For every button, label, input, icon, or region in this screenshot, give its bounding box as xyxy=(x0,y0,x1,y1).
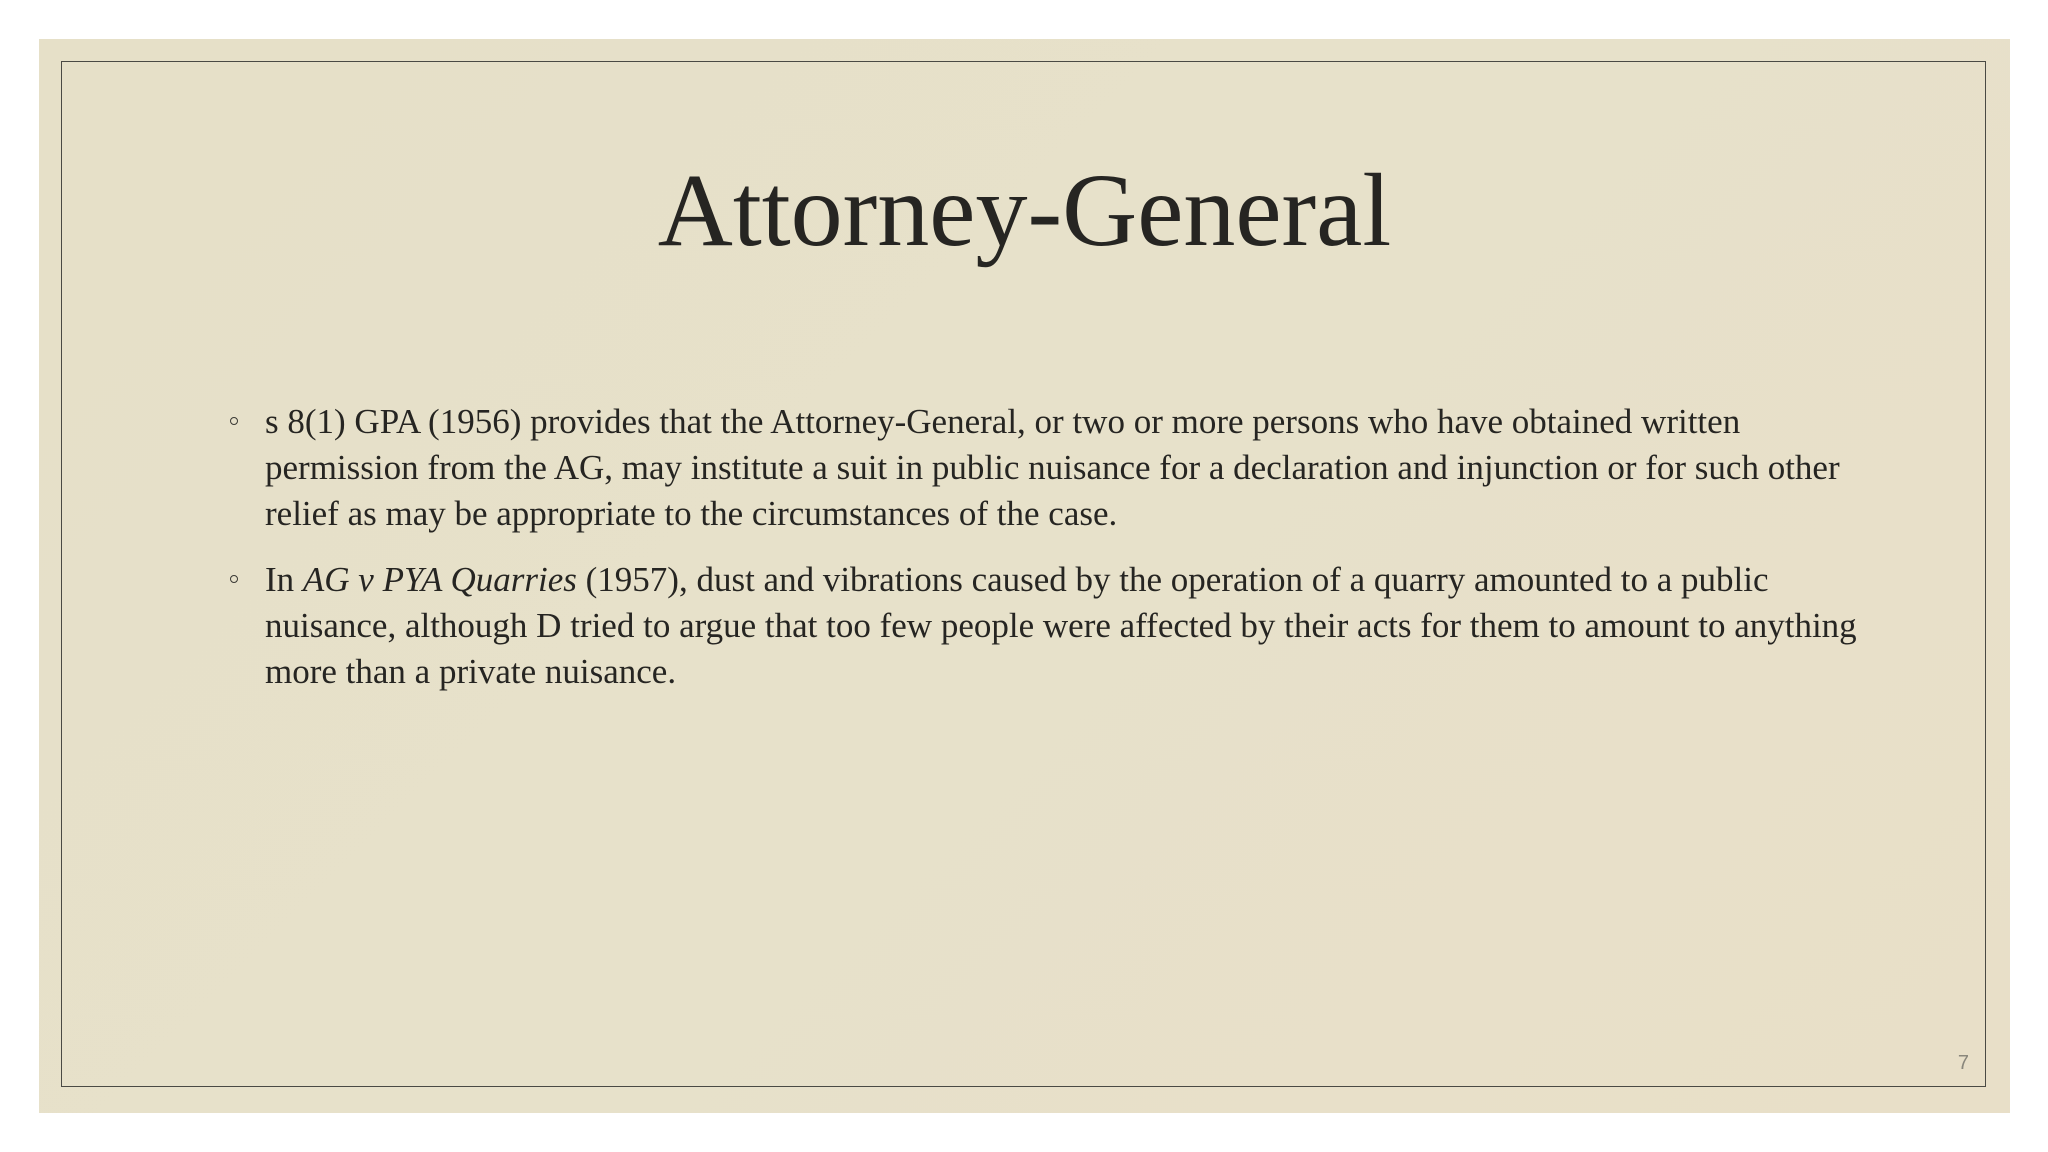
bullet-text: s 8(1) GPA (1956) provides that the Attorney-General, or two or more persons who have obtained written permission from the AG, may institute a suit in public nuisance for a declaration and injunction or for such other relief as may be appropriate to the circumstances of the case. xyxy=(265,402,1840,533)
circle-bullet-icon xyxy=(230,575,238,583)
case-name: AG v PYA Quarries xyxy=(302,560,577,599)
bullet-text-suffix: (1957), dust and vibrations caused by the operation of a quarry amounted to a public nuisance, although D tried to argue that too few people were affected by their acts for them to amount to anything more than a private nuisance. xyxy=(265,560,1857,691)
slide-title: Attorney-General xyxy=(657,153,1392,268)
bullet-list xyxy=(225,399,1875,715)
bullet-text-prefix: In xyxy=(265,560,303,599)
circle-bullet-icon xyxy=(230,417,238,425)
slide xyxy=(39,39,2010,1113)
bullet-item xyxy=(225,399,1875,537)
page-number: 7 xyxy=(1957,1052,1969,1074)
bullet-item xyxy=(225,557,1875,695)
